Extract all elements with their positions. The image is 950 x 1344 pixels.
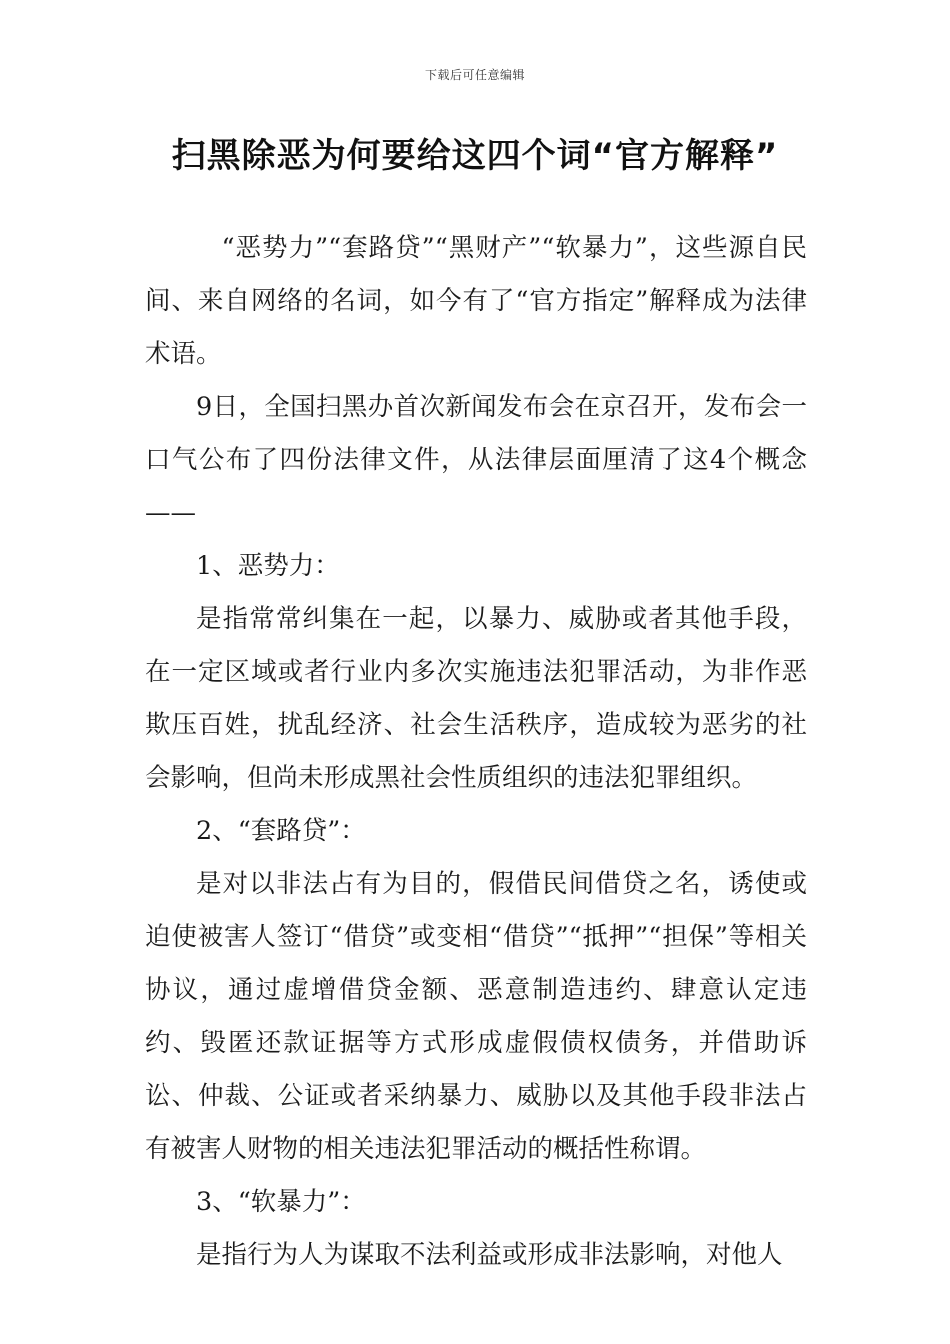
document-body <box>145 222 807 1282</box>
paragraph-intro: “恶势力”“套路贷”“黑财产”“软暴力”，这些源自民间、来自网络的名词，如今有了“官方指定”解释成为法律术语。 <box>145 233 807 369</box>
header-note: 下载后可任意编辑 <box>424 68 525 82</box>
section-heading-routine-loan: 2、“套路贷”： <box>196 816 366 846</box>
section-heading-evil-forces: 1、恶势力： <box>196 551 340 581</box>
paragraph-evil-forces-definition: 是指常常纠集在一起，以暴力、威胁或者其他手段，在一定区域或者行业内多次实施违法犯罪活动，为非作恶欺压百姓，扰乱经济、社会生活秩序，造成较为恶劣的社会影响，但尚未形成黑社会性质组织的违法犯罪组织。 <box>145 604 807 793</box>
document-title: 扫黑除恶为何要给这四个词“官方解释” <box>171 136 779 176</box>
section-heading-soft-violence: 3、“软暴力”： <box>196 1187 366 1217</box>
paragraph-press-conference: 9日，全国扫黑办首次新闻发布会在京召开，发布会一口气公布了四份法律文件，从法律层面厘清了这4个概念—— <box>145 392 807 528</box>
paragraph-soft-violence-definition: 是指行为人为谋取不法利益或形成非法影响，对他人 <box>196 1240 783 1270</box>
paragraph-routine-loan-definition: 是对以非法占有为目的，假借民间借贷之名，诱使或迫使被害人签订“借贷”或变相“借贷”“抵押”“担保”等相关协议，通过虚增借贷金额、恶意制造违约、肆意认定违约、毁匿还款证据等方式形成虚假债权债务，并借助诉讼、仲裁、公证或者采纳暴力、威胁以及其他手段非法占有被害人财物的相关违法犯罪活动的概括性称谓。 <box>145 869 807 1164</box>
